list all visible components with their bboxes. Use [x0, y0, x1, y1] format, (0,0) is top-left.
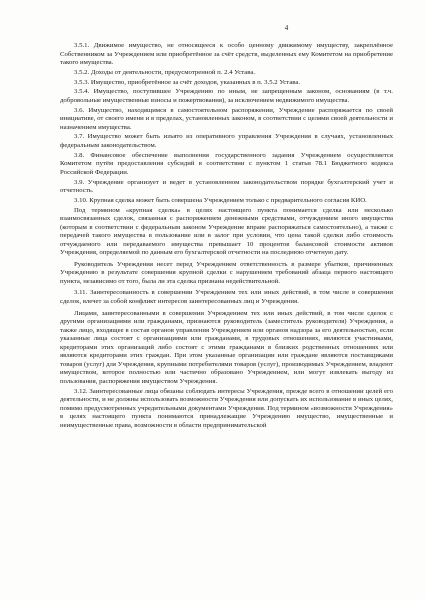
paragraph-3-11: 3.11. Заинтересованность в совершении Учреждением тех или иных действий, в том числе в совершении сделок, влечет за собой конфликт интересов заинтересованных лиц и Учреждения.	[60, 289, 393, 305]
paragraph-3-7: 3.7. Имущество может быть изъято из оперативного управления Учреждения в случаях, установленных федеральным законодательством.	[60, 133, 393, 149]
paragraph-3-5-1: 3.5.1. Движимое имущество, не относящееся к особо ценному движимому имуществу, закреплённое Собственником за Учреждением или приобретённое за счёт средств, выделенных ему Комитетом на приобретение такого имущества.	[60, 42, 393, 67]
paragraph-3-5-4: 3.5.4. Имущество, поступившее Учреждению по иным, не запрещенным законом, основаниям (в т.ч. добровольные имущественные взносы и пожертвования), за исключением недвижимого имущества.	[60, 88, 393, 104]
paragraph-major-deal-definition: Под термином «крупная сделка» в целях настоящего пункта понимается сделка или несколько взаимосвязанных сделок, связанная с распоряжением денежными средствами, отчуждением иного имущества (которым в соответствии с федеральным законом Учреждение вправе распоряжаться самостоятельно), а также с передачей такого имущества в пользование или в залог при условии, что цена такой сделки либо стоимость отчуждаемого или передаваемого имущества превышает 10 процентов балансовой стоимости активов Учреждения, определяемой по данным его бухгалтерской отчетности на последнюю отчетную дату.	[60, 206, 393, 257]
paragraph-3-12: 3.12. Заинтересованные лица обязаны соблюдать интересы Учреждения, прежде всего в отношении целей его деятельности, и не должны использовать возможности Учреждения или допускать их использование в иных целях, помимо предусмотренных учредительными документами Учреждения. Под термином «возможности Учреждения» в целях настоящего пункта понимаются принадлежащие Учреждению имущество, имущественные и неимущественные права, возможности в области предпринимательской	[60, 387, 393, 429]
paragraph-manager-liability: Руководитель Учреждения несет перед Учреждением ответственность в размере убытков, причиненных Учреждению в результате совершения крупной сделки с нарушением требований абзаца первого настоящего пункта, независимо от того, была ли эта сделка признана недействительной.	[60, 260, 393, 285]
paragraph-3-10: 3.10. Крупная сделка может быть совершена Учреждением только с предварительного согласия КИО.	[74, 196, 367, 204]
paragraph-3-8: 3.8. Финансовое обеспечение выполнения государственного задания Учреждением осуществляется Комитетом путём предоставления субсидий в соответствии с пунктом 1 статьи 78.1 Бюджетного кодекса Российской Федерации.	[60, 151, 393, 176]
paragraph-3-5-3: 3.5.3. Имущество, приобретённое за счёт доходов, указанных в п. 3.5.2 Устава.	[74, 78, 301, 86]
page-number: 4	[284, 24, 289, 32]
paragraph-interested-persons: Лицами, заинтересованными в совершении Учреждением тех или иных действий, в том числе сделок с другими организациями или гражданами, признаются руководитель (заместитель руководителя) Учреждения, а также лицо, входящее в состав органов управления Учреждением или органов надзора за его деятельностью, если указанные лица состоят с организациями или гражданами, в трудовых отношениях, являются участниками, кредиторами этих организаций либо состоят с этими гражданами в близких родственных отношениях или являются кредиторами этих граждан. При этом указанные организации или граждане являются поставщиками товаров (услуг) для Учреждения, крупными потребителями товаров (услуг), производимых Учреждением, владеют имуществом, которое полностью или частично образовано Учреждением, или могут извлекать выгоду из пользования, распоряжения имуществом Учреждения.	[60, 309, 393, 385]
paragraph-3-6: 3.6. Имущество, находящимся в самостоятельном распоряжении, Учреждение распоряжается по своей инициативе, от своего имени и в пределах, установленных законом, в соответствии с целями своей деятельности и назначением имущества.	[60, 106, 393, 131]
paragraph-3-9: 3.9. Учреждение организует и ведет в установленном законодательством порядке бухгалтерский учет и отчетность.	[60, 178, 393, 195]
paragraph-3-5-2: 3.5.2. Доходы от деятельности, предусмотренной п. 2.4 Устава.	[74, 68, 256, 76]
